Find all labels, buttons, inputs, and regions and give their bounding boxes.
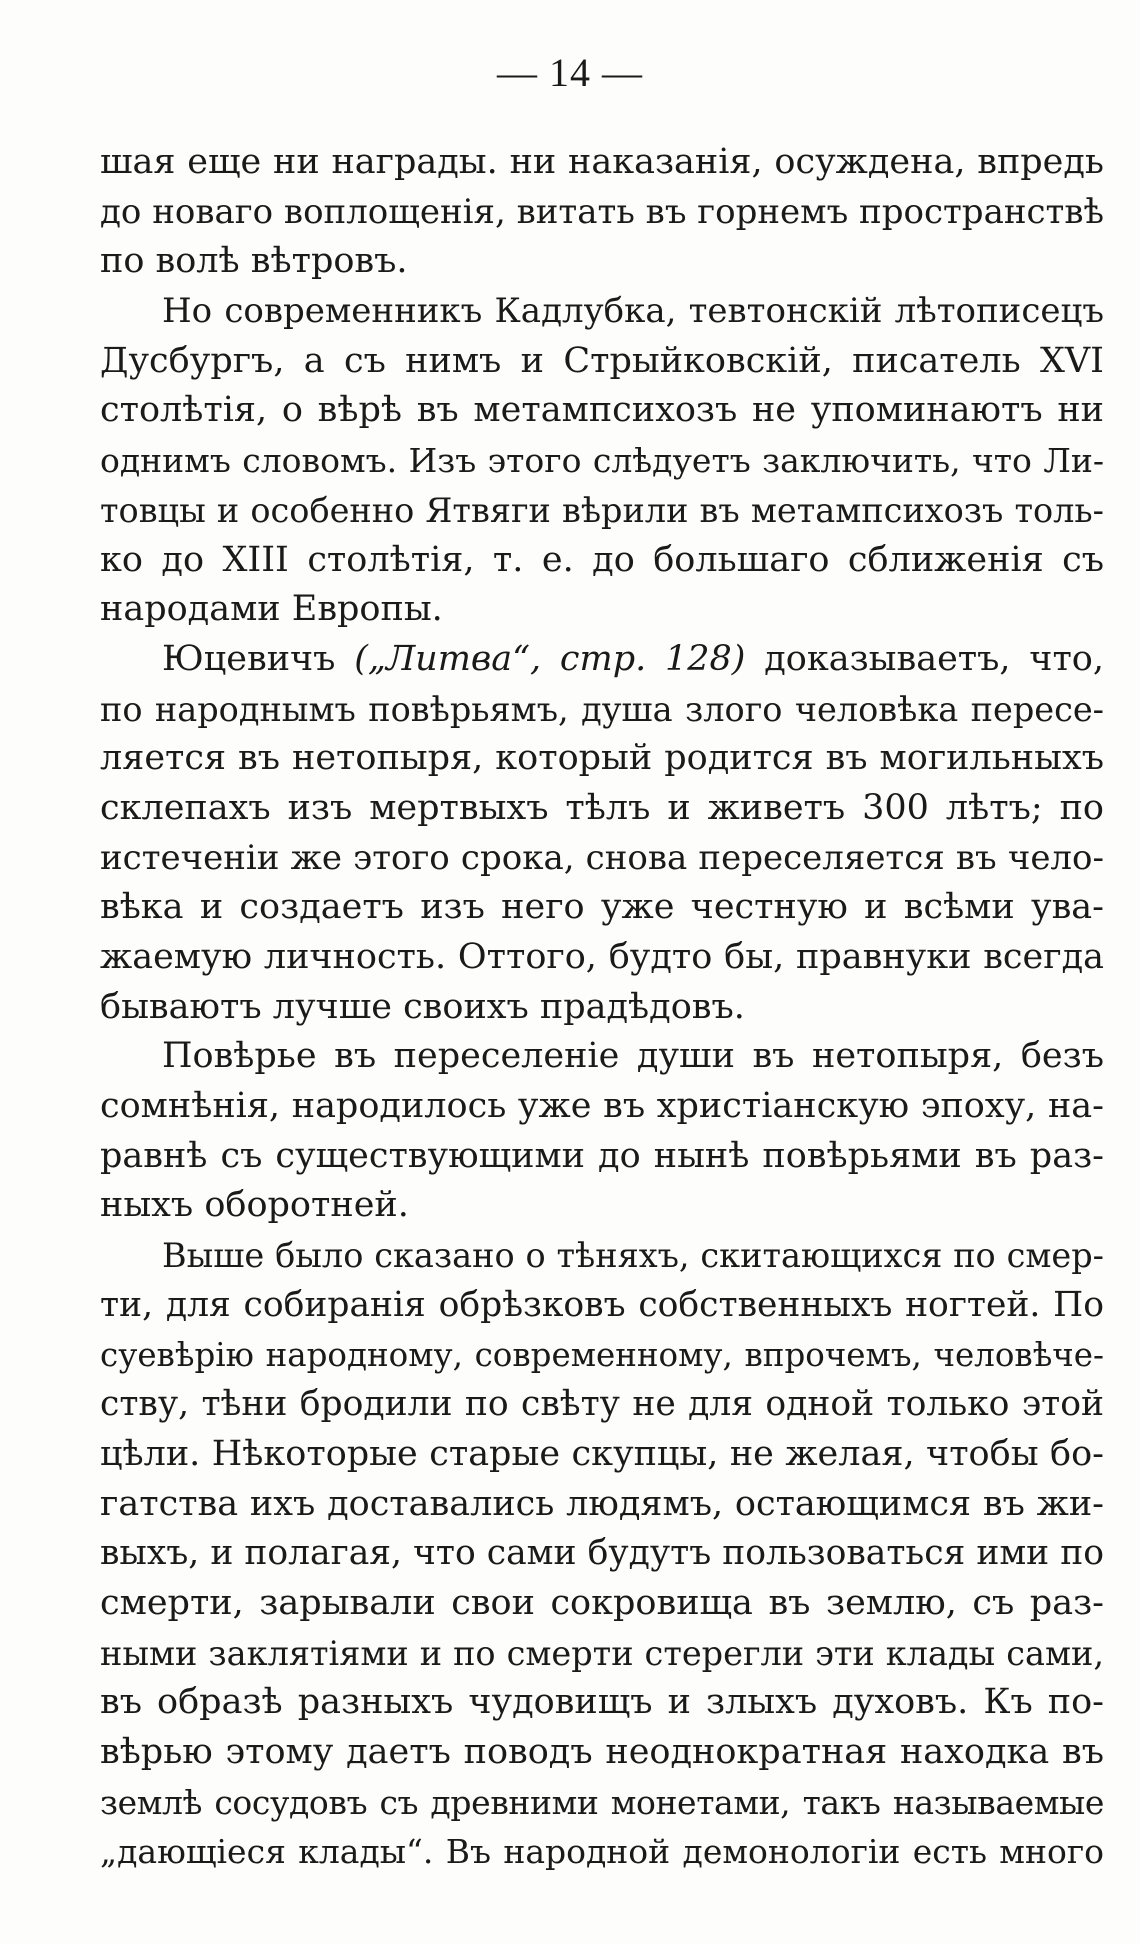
text-line: шая еще ни награды. ни наказанія, осуждена, впредь [100, 142, 1104, 182]
text-line: склепахъ изъ мертвыхъ тѣлъ и живетъ 300 лѣтъ; по [100, 787, 1104, 828]
page-number: — 14 — [497, 50, 643, 95]
text-line: гатства ихъ доставались людямъ, остающимся въ жи- [100, 1483, 1104, 1524]
text-line: суевѣрію народному, современному, впрочемъ, человѣче- [100, 1335, 1104, 1374]
text-line: „дающіеся клады“. Въ народной демонологіи есть много [100, 1832, 1104, 1872]
text-fragment: Юцевичъ [162, 638, 355, 679]
text-line: ти, для собиранія обрѣзковъ собственныхъ ногтей. По [100, 1284, 1104, 1325]
text-line: выхъ, и полагая, что сами будутъ пользоваться ими по [100, 1533, 1104, 1574]
text-line: ляется въ нетопыря, который родится въ могильныхъ [100, 738, 1104, 779]
text-line: цѣли. Нѣкоторые старые скупцы, не желая, чтобы бо- [100, 1433, 1104, 1474]
text-line: Выше было сказано о тѣняхъ, скитающихся по смер- [162, 1236, 1104, 1276]
text-line: ныхъ оборотней. [100, 1185, 409, 1226]
text-line: по волѣ вѣтровъ. [100, 241, 408, 282]
text-line: бываютъ лучше своихъ прадѣдовъ. [100, 986, 745, 1027]
text-line: ными заклятіями и по смерти стерегли эти клады сами, [100, 1633, 1104, 1673]
text-line: до новаго воплощенія, витать въ горнемъ пространствѣ [100, 191, 1104, 232]
text-line: жаемую личность. Оттого, будто бы, правнуки всегда [100, 937, 1104, 977]
text-line: ко до XIII столѣтія, т. е. до большаго сближенія съ [100, 539, 1104, 580]
text-line: Дусбургъ, а съ нимъ и Стрыйковскій, писатель XVI [100, 340, 1104, 381]
text-line: столѣтія, о вѣрѣ въ метампсихозъ не упоминаютъ ни [100, 390, 1104, 431]
text-line: въ образѣ разныхъ чудовищъ и злыхъ духовъ. Къ по- [100, 1682, 1104, 1723]
text-line-with-citation [100, 635, 1104, 685]
text-fragment: доказываетъ, что, [745, 638, 1104, 679]
text-line: землѣ сосудовъ съ древними монетами, такъ называемые [100, 1782, 1104, 1822]
text-line: по народнымъ повѣрьямъ, душа злого человѣка пересе- [100, 689, 1104, 729]
text-line: вѣка и создаетъ изъ него уже честную и всѣми ува- [100, 887, 1104, 928]
text-line: Повѣрье въ переселеніе души въ нетопыря, безъ [162, 1036, 1104, 1077]
text-line: сомнѣнія, народилось уже въ христіанскую эпоху, на- [100, 1086, 1104, 1127]
text-line: народами Европы. [100, 589, 443, 630]
text-line: смерти, зарывали свои сокровища въ землю, съ раз- [100, 1582, 1104, 1623]
text-line: истеченіи же этого срока, снова переселяется въ чело- [100, 837, 1104, 878]
citation: („Литва“, стр. 128) [354, 638, 746, 679]
text-line: ству, тѣни бродили по свѣту не для одной только этой [100, 1384, 1104, 1425]
text-line: равнѣ съ существующими до нынѣ повѣрьями въ раз- [100, 1135, 1104, 1176]
text-line: Но современникъ Кадлубка, тевтонскій лѣтописецъ [162, 291, 1104, 332]
text-line: товцы и особенно Ятвяги вѣрили въ метампсихозъ толь- [100, 490, 1104, 530]
text-line: однимъ словомъ. Изъ этого слѣдуетъ заключить, что Ли- [100, 441, 1104, 481]
text-line: вѣрью этому даетъ поводъ неоднократная находка въ [100, 1732, 1104, 1772]
page-body [100, 138, 1104, 1877]
